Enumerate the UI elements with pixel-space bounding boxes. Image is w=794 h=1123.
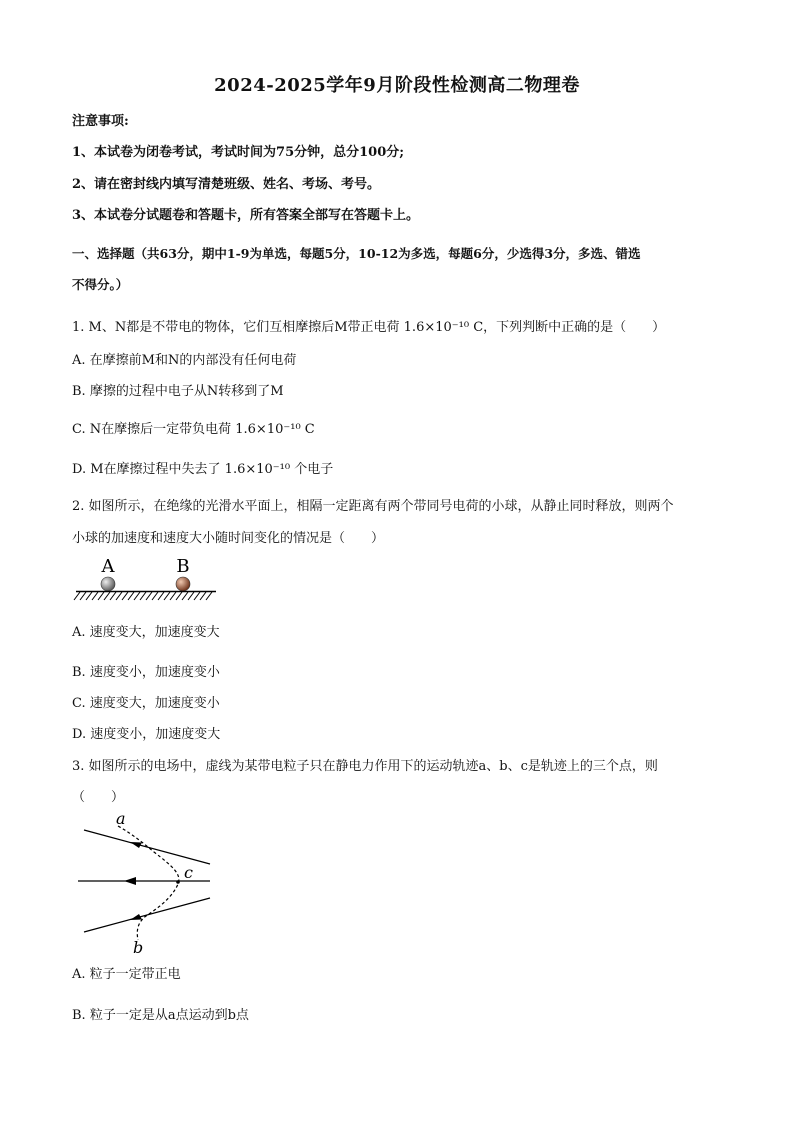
arrow-top (130, 842, 142, 848)
point-a-label: a (116, 809, 126, 828)
point-c (176, 880, 180, 884)
question-2-option-a: A. 速度变大，加速度变大 (72, 625, 220, 640)
hatch-mark (104, 592, 110, 600)
field-line-bottom (84, 898, 210, 932)
question-3-option-b: B. 粒子一定是从a点运动到b点 (72, 1008, 249, 1023)
question-3-option-a: A. 粒子一定带正电 (72, 967, 181, 982)
hatch-mark (80, 592, 86, 600)
question-2-stem-cont: 小球的加速度和速度大小随时间变化的情况是（ ） (72, 531, 385, 546)
hatch-mark (140, 592, 146, 600)
hatch-mark (134, 592, 140, 600)
electric-field-figure (72, 808, 217, 956)
question-3-stem-cont: （ ） (72, 790, 125, 805)
question-2-option-c: C. 速度变大，加速度变小 (72, 696, 220, 711)
hatch-mark (182, 592, 188, 600)
page-title: 2024-2025学年9月阶段性检测高二物理卷 (214, 75, 580, 96)
two-balls-figure (72, 552, 222, 602)
hatch-mark (74, 592, 80, 600)
hatch-mark (98, 592, 104, 600)
trajectory-path (118, 826, 179, 940)
question-1-option-c: C. N在摩擦后一定带负电荷 1.6×10⁻¹⁰ C (72, 422, 315, 437)
section-heading-cont: 不得分。） (72, 277, 129, 292)
ball-a-label: A (101, 556, 115, 577)
question-1-option-a: A. 在摩擦前M和N的内部没有任何电荷 (72, 353, 297, 368)
hatch-mark (164, 592, 170, 600)
arrow-middle (124, 877, 136, 885)
hatch-mark (122, 592, 128, 600)
hatch-mark (188, 592, 194, 600)
hatch-mark (128, 592, 134, 600)
hatch-mark (170, 592, 176, 600)
question-1-option-b: B. 摩擦的过程中电子从N转移到了M (72, 384, 284, 399)
question-2-option-d: D. 速度变小，加速度变大 (72, 727, 221, 742)
hatch-mark (146, 592, 152, 600)
hatch-mark (116, 592, 122, 600)
hatch-mark (206, 592, 212, 600)
hatch-mark (152, 592, 158, 600)
notice-item: 3、本试卷分试题卷和答题卡，所有答案全部写在答题卡上。 (72, 208, 420, 223)
field-line-top (84, 830, 210, 864)
section-heading: 一、选择题（共63分，期中1-9为单选，每题5分，10-12为多选，每题6分，少选得3分，多选、错选 (72, 246, 641, 261)
arrow-bottom (130, 914, 142, 920)
hatch-mark (92, 592, 98, 600)
point-b-label: b (133, 938, 144, 956)
question-2-stem: 2. 如图所示，在绝缘的光滑水平面上，相隔一定距离有两个带同号电荷的小球，从静止同时释放，则两个 (72, 499, 674, 514)
hatch-mark (200, 592, 206, 600)
hatch-mark (194, 592, 200, 600)
notice-heading: 注意事项: (72, 114, 129, 129)
notice-item: 1、本试卷为闭卷考试，考试时间为75分钟，总分100分; (72, 145, 405, 160)
ground-hatching (74, 592, 212, 600)
notice-item: 2、请在密封线内填写清楚班级、姓名、考场、考号。 (72, 177, 381, 192)
question-1-stem: 1. M、N都是不带电的物体，它们互相摩擦后M带正电荷 1.6×10⁻¹⁰ C，下列判断中正确的是（ ） (72, 320, 666, 335)
question-1-option-d: D. M在摩擦过程中失去了 1.6×10⁻¹⁰ 个电子 (72, 462, 334, 477)
ball-b (176, 577, 190, 591)
ball-a (101, 577, 115, 591)
hatch-mark (158, 592, 164, 600)
hatch-mark (110, 592, 116, 600)
question-3-stem: 3. 如图所示的电场中，虚线为某带电粒子只在静电力作用下的运动轨迹a、b、c是轨迹上的三个点，则 (72, 759, 658, 774)
hatch-mark (86, 592, 92, 600)
point-c-label: c (184, 863, 193, 882)
ball-b-label: B (176, 556, 190, 577)
question-2-option-b: B. 速度变小，加速度变小 (72, 665, 220, 680)
hatch-mark (176, 592, 182, 600)
